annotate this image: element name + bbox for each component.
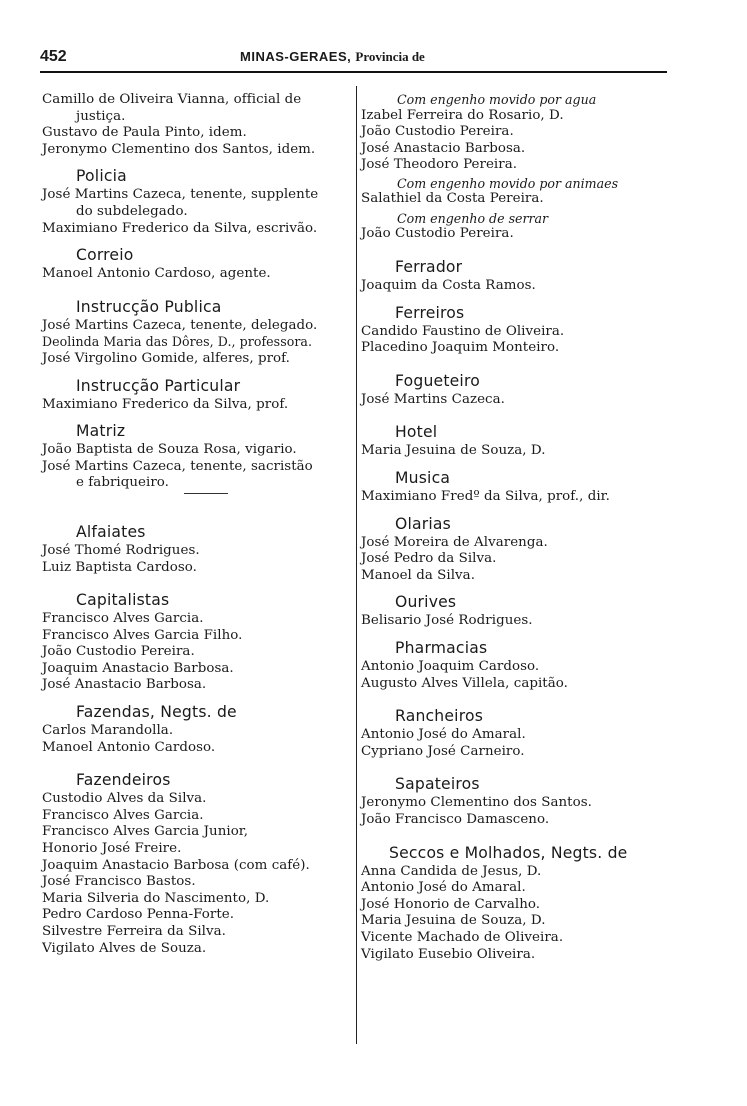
list-item: Maximiano Frederico da Silva, escrivão.	[42, 220, 318, 236]
list-item: João Custodio Pereira.	[361, 124, 514, 140]
section-heading: Capitalistas	[76, 591, 170, 610]
section-heading: Fazendas, Negts. de	[76, 703, 237, 722]
list-item: José Martins Cazeca.	[361, 391, 505, 407]
list-item: do subdelegado.	[76, 203, 188, 219]
running-head-title: MINAS-GERAES,	[240, 49, 352, 64]
hotel-section	[361, 423, 667, 460]
correio-section	[42, 246, 354, 283]
instr-particular-section	[42, 377, 354, 414]
engenho-animaes-section	[361, 176, 667, 208]
list-item: Jeronymo Clementino dos Santos, idem.	[42, 141, 316, 157]
list-item: Honorio José Freire.	[42, 841, 182, 857]
capitalistas-section	[42, 591, 354, 694]
policia-section	[42, 167, 354, 237]
list-item: Carlos Marandolla.	[42, 723, 174, 739]
list-item: José Honorio de Carvalho.	[361, 896, 541, 912]
ferreiros-section	[361, 304, 667, 357]
list-item: Cypriano José Carneiro.	[361, 743, 525, 759]
list-item: José Martins Cazeca, tenente, sacristão	[42, 458, 313, 474]
pharmacias-section	[361, 639, 667, 692]
list-item: Candido Faustino de Oliveira.	[361, 323, 565, 339]
left-column	[42, 92, 354, 966]
section-heading: Fogueteiro	[395, 371, 480, 390]
list-item: José Anastacio Barbosa.	[42, 677, 207, 693]
ourives-section	[361, 593, 667, 630]
olarias-section	[361, 515, 667, 585]
list-item: José Theodoro Pereira.	[361, 157, 518, 173]
ferrador-section	[361, 258, 667, 295]
list-item: Vigilato Eusebio Oliveira.	[361, 946, 536, 962]
list-item: Antonio José do Amaral.	[361, 880, 526, 896]
running-head-subtitle: Provincia de	[355, 49, 425, 64]
page-number: 452	[40, 48, 67, 65]
fazendas-section	[42, 703, 354, 756]
instr-publica-section	[42, 298, 354, 368]
section-heading: Pharmacias	[395, 639, 488, 657]
list-item: João Francisco Damasceno.	[361, 811, 550, 827]
list-item: Francisco Alves Garcia.	[42, 807, 204, 823]
list-item: Maximiano Fredº da Silva, prof., dir.	[361, 489, 610, 505]
section-heading: Instrucção Publica	[76, 297, 222, 316]
list-item: Manoel Antonio Cardoso, agente.	[42, 266, 271, 282]
list-item: Gustavo de Paula Pinto, idem.	[42, 125, 247, 141]
section-heading: Musica	[395, 469, 451, 488]
list-item: Joaquim Anastacio Barbosa.	[42, 660, 234, 676]
list-item: Deolinda Maria das Dôres, D., professora.	[42, 334, 313, 350]
list-item: Silvestre Ferreira da Silva.	[42, 924, 226, 939]
section-heading: Olarias	[395, 514, 451, 533]
list-item: Joaquim Anastacio Barbosa (com café).	[42, 857, 310, 873]
list-item: José Pedro da Silva.	[361, 551, 497, 567]
section-heading: Ourives	[395, 593, 457, 612]
alfaiates-section	[42, 523, 354, 576]
list-item: Augusto Alves Villela, capitão.	[361, 675, 568, 691]
list-item: Francisco Alves Garcia Filho.	[42, 627, 243, 643]
section-heading: Fazendeiros	[76, 771, 171, 790]
list-item: Jeronymo Clementino dos Santos.	[361, 795, 592, 811]
subsection-heading: Com engenho movido por agua	[397, 92, 597, 107]
section-heading: Seccos e Molhados, Negts. de	[389, 843, 628, 862]
list-item: Maria Silveria do Nascimento, D.	[42, 890, 270, 906]
section-heading: Ferreiros	[395, 303, 465, 322]
header-rule	[40, 71, 667, 73]
running-head	[240, 49, 425, 65]
fazendeiros-section	[42, 771, 354, 957]
subsection-heading: Com engenho movido por animaes	[397, 175, 619, 191]
section-heading: Alfaiates	[76, 522, 146, 541]
page-header	[40, 48, 667, 70]
list-item: Antonio Joaquim Cardoso.	[361, 659, 540, 674]
list-item: e fabriqueiro.	[76, 475, 169, 491]
matriz-section	[42, 422, 354, 494]
list-item: José Anastacio Barbosa.	[361, 140, 526, 156]
rancheiros-section	[361, 707, 667, 760]
engenho-serrar-section	[361, 211, 667, 243]
sapateiros-section	[361, 775, 667, 828]
list-item: José Martins Cazeca, tenente, delegado.	[42, 317, 318, 333]
list-item: Belisario José Rodrigues.	[361, 613, 533, 629]
section-heading: Rancheiros	[395, 707, 484, 726]
list-item: João Custodio Pereira.	[361, 226, 514, 242]
list-item: Anna Candida de Jesus, D.	[361, 863, 542, 879]
list-item: Vicente Machado de Oliveira.	[361, 929, 564, 945]
section-heading: Instrucção Particular	[76, 376, 241, 395]
list-item: José Thomé Rodrigues.	[42, 542, 200, 558]
list-item: Pedro Cardoso Penna-Forte.	[42, 907, 235, 923]
list-item: Maria Jesuina de Souza, D.	[361, 913, 546, 929]
subsection-heading: Com engenho de serrar	[397, 210, 549, 226]
list-item: Vigilato Alves de Souza.	[42, 940, 207, 956]
list-item: Salathiel da Costa Pereira.	[361, 191, 544, 207]
list-item: Placedino Joaquim Monteiro.	[361, 340, 560, 356]
section-heading: Policia	[76, 167, 127, 186]
list-item: Maria Jesuina de Souza, D.	[361, 443, 546, 459]
section-heading: Sapateiros	[395, 775, 480, 794]
officials-section	[42, 92, 354, 158]
list-item: justiça.	[76, 108, 126, 124]
right-column	[361, 92, 667, 972]
section-separator	[184, 493, 228, 494]
list-item: Manoel Antonio Cardoso.	[42, 739, 216, 755]
section-heading: Correio	[76, 246, 134, 265]
list-item: Joaquim da Costa Ramos.	[361, 278, 536, 294]
list-item: Manoel da Silva.	[361, 567, 475, 583]
column-divider	[356, 86, 357, 1044]
section-heading: Hotel	[395, 423, 438, 442]
list-item: José Moreira de Alvarenga.	[361, 534, 548, 550]
list-item: João Baptista de Souza Rosa, vigario.	[42, 442, 297, 458]
list-item: Francisco Alves Garcia Junior,	[42, 824, 249, 840]
fogueteiro-section	[361, 372, 667, 409]
engenho-agua-section	[361, 92, 667, 174]
list-item: José Francisco Bastos.	[42, 874, 196, 890]
list-item: Custodio Alves da Silva.	[42, 791, 207, 807]
list-item: Izabel Ferreira do Rosario, D.	[361, 107, 564, 123]
list-item: João Custodio Pereira.	[42, 644, 195, 660]
seccos-section	[361, 844, 667, 964]
musica-section	[361, 469, 667, 506]
section-heading: Matriz	[76, 422, 126, 441]
section-heading: Ferrador	[395, 258, 463, 277]
list-item: Camillo de Oliveira Vianna, official de	[42, 92, 302, 107]
list-item: José Virgolino Gomide, alferes, prof.	[42, 350, 290, 366]
list-item: Antonio José do Amaral.	[361, 727, 526, 743]
list-item: Maximiano Frederico da Silva, prof.	[42, 396, 289, 412]
list-item: Francisco Alves Garcia.	[42, 611, 204, 627]
list-item: Luiz Baptista Cardoso.	[42, 559, 197, 575]
list-item: José Martins Cazeca, tenente, supplente	[42, 187, 319, 203]
